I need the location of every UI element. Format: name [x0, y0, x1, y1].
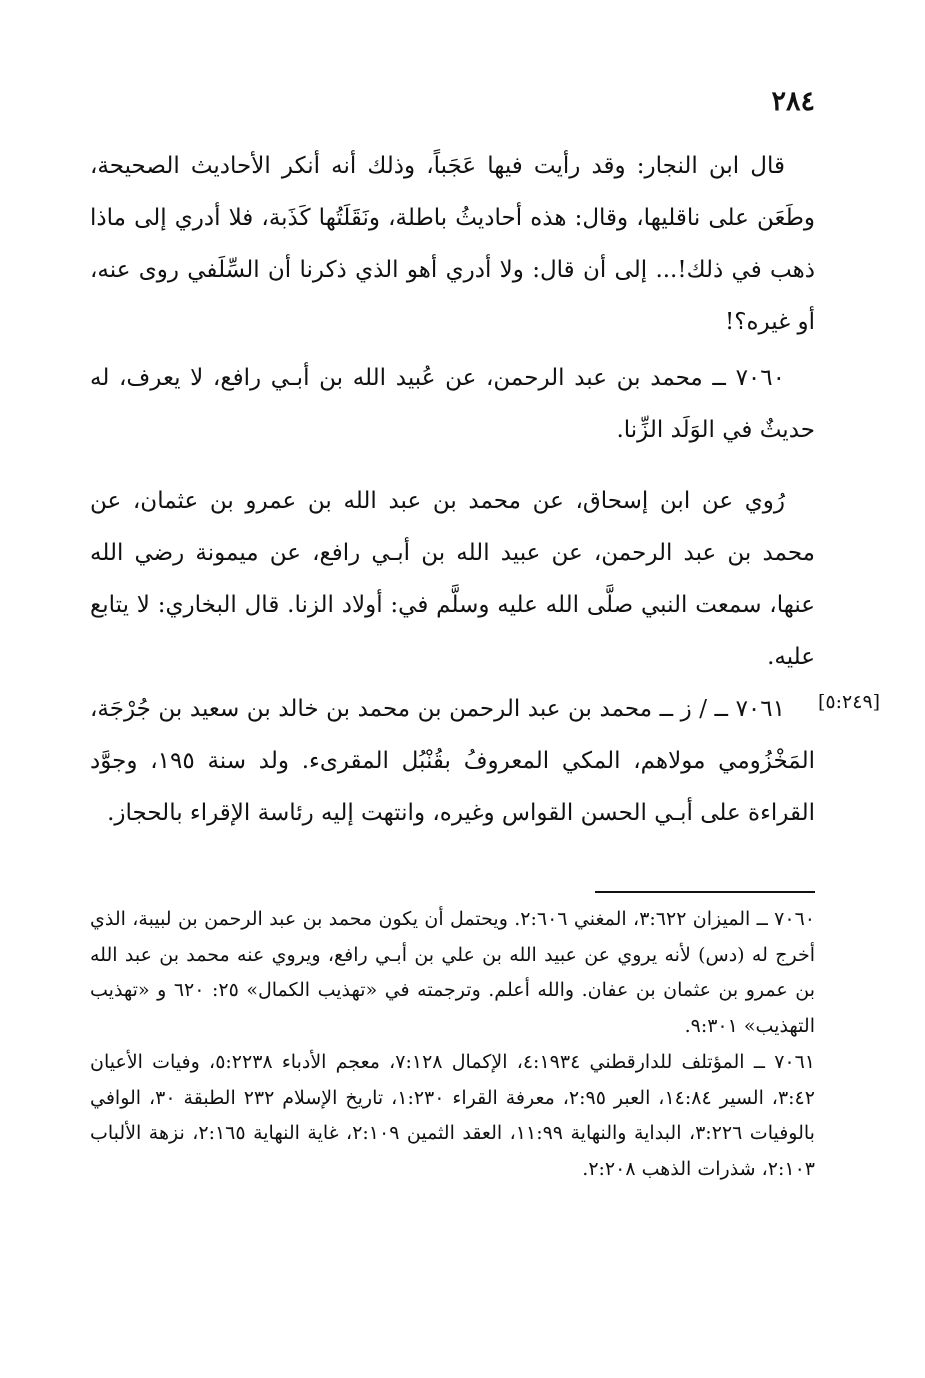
entry-paragraph: [90, 352, 815, 456]
paragraph-text: قال ابن النجار: وقد رأيت فيها عَجَباً، وذلك أنه أنكر الأحاديث الصحيحة، وطَعَن على ناقليها، وقال: هذه أحاديثُ باطلة، ونَقَلَتُها كَذَبة، فلا أدري إلى ماذا ذهب في ذلك!... إلى أن قال: ولا أدري أهو الذي ذكرنا أن السِّلَفي روى عنه، أو غيره؟!: [90, 153, 815, 335]
footnote-divider: [595, 891, 815, 893]
footnote-text: ٧٠٦٠ ــ الميزان ٣:٦٢٢، المغني ٢:٦٠٦. ويحتمل أن يكون محمد بن عبد الرحمن بن لبيبة، الذي أخرج له (دس) لأنه يروي عن عبيد الله بن علي بن أبـي رافع، ويروي عنه محمد بن عبد الله بن عمرو بن عثمان بن عفان. والله أعلم. وترجمته في «تهذيب الكمال» ٢٥: ٦٢٠ و «تهذيب التهذيب» ٩:٣٠١.: [90, 908, 815, 1037]
page-number: ٢٨٤: [771, 86, 815, 117]
body-paragraph: [90, 140, 815, 348]
paragraph-text: رُوي عن ابن إسحاق، عن محمد بن عبد الله بن عمرو بن عثمان، عن محمد بن عبد الرحمن، عن عبيد الله بن أبـي رافع، عن ميمونة رضي الله عنها، سمعت النبي صلَّى الله عليه وسلَّم في: أولاد الزنا. قال البخاري: لا يتابع عليه.: [90, 488, 815, 670]
footnote: [90, 1045, 815, 1187]
entry-text: ٧٠٦١ ــ / ز ــ محمد بن عبد الرحمن بن محمد بن خالد بن سعيد بن جُرْجَة، المَخْزُومي مولاهم، المكي المعروفُ بقُنْبُل المقرىء. ولد سنة ١٩٥، وجوَّد القراءة على أبـي الحسن القواس وغيره، وانتهت إليه رئاسة الإقراء بالحجاز.: [90, 696, 815, 826]
entry-paragraph: [90, 683, 815, 839]
footnote-text: ٧٠٦١ ــ المؤتلف للدارقطني ٤:١٩٣٤، الإكمال ٧:١٢٨، معجم الأدباء ٥:٢٢٣٨، وفيات الأعيان ٣:٤٢، السير ١٤:٨٤، العبر ٢:٩٥، معرفة القراء ١:٢٣٠، تاريخ الإسلام ٢٣٢ الطبقة ٣٠، الوافي بالوفيات ٣:٢٢٦، البداية والنهاية ١١:٩٩، العقد الثمين ٢:١٠٩، غاية النهاية ٢:١٦٥، نزهة الألباب ٢:١٠٣، شذرات الذهب ٢:٢٠٨.: [90, 1051, 816, 1180]
footnote: [90, 902, 815, 1044]
body-paragraph: [90, 475, 815, 683]
margin-reference: [٥:٢٤٩]: [818, 691, 881, 713]
entry-text: ٧٠٦٠ ــ محمد بن عبد الرحمن، عن عُبيد الله بن أبـي رافع، لا يعرف، له حديثٌ في الوَلَد الزِّنا.: [90, 365, 815, 443]
